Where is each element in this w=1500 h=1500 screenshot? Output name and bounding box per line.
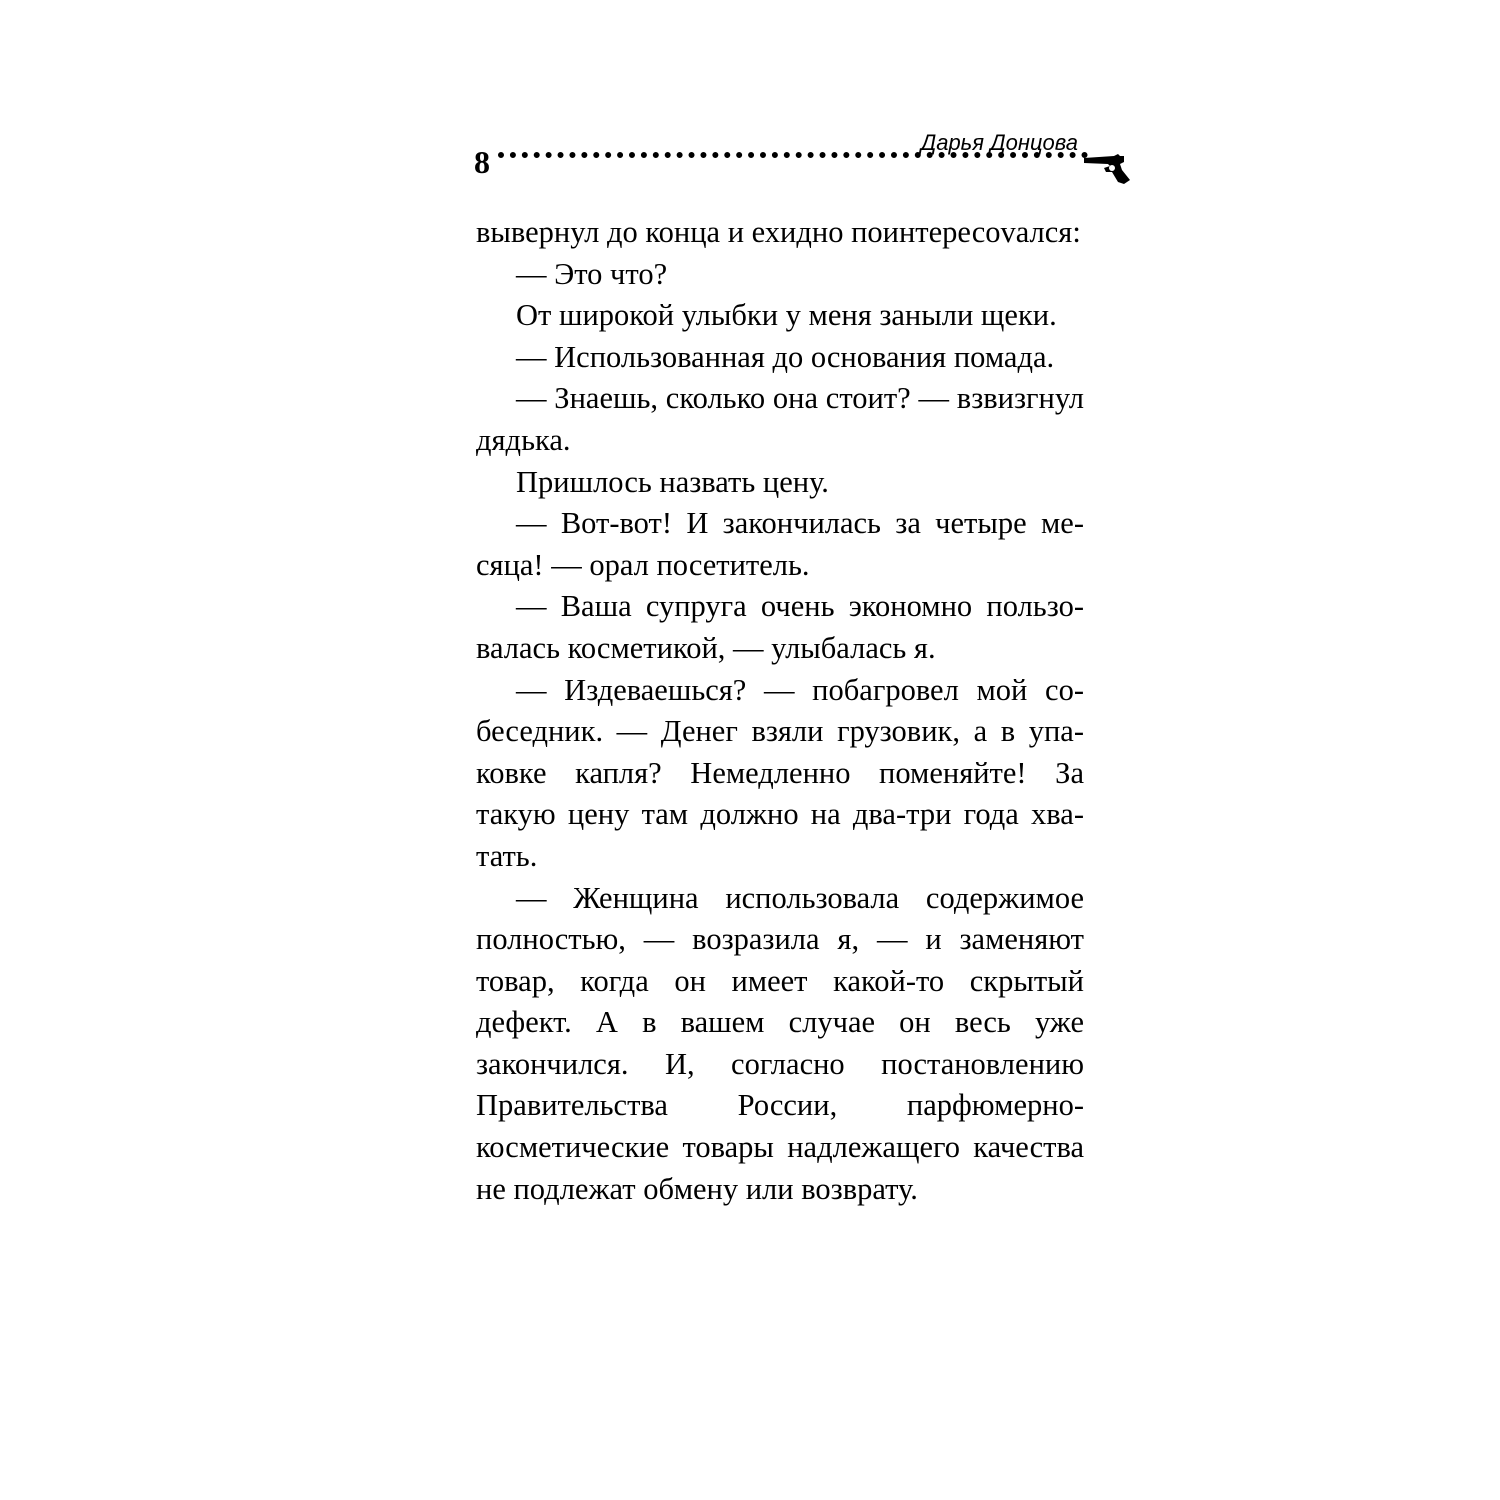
paragraph: — Использованная до основания помада. <box>516 339 1055 374</box>
paragraph: — Женщина использовала содержимое полностью, — возразила я, — и заменяют товар, когда он имеет какой-то скрытый дефект. А в вашем случае он весь уже закончился. И, согласно постановлению Правительства России, парфюмерно-косметические товары надлежащего качества не подлежат обмену или возврату. <box>476 880 1084 1206</box>
author-name: Дарья Донцова <box>920 130 1078 155</box>
paragraph: — Издеваешься? — побагровел мой собеседник. — Денег взяли грузовик, а в упаковке капля? Немедленно поменяйте! За такую цену там должно на два-три года хватать. <box>476 672 1084 873</box>
paragraph: — Знаешь, сколько она стоит? — взвизгнул дядька. <box>476 381 1084 457</box>
paragraph: вывернул до конца и ехидно поинтересоvался: <box>476 215 1081 249</box>
running-header <box>474 130 1130 190</box>
paragraph: — Это что? <box>516 256 668 291</box>
body-text <box>476 212 1084 1210</box>
paragraph: Пришлось назвать цену. <box>516 464 829 499</box>
revolver-icon <box>1084 154 1130 184</box>
page-number: 8 <box>474 144 490 180</box>
paragraph: — Ваша супруга очень экономно пользовалась косметикой, — улыбалась я. <box>476 589 1084 665</box>
paragraph: От широкой улыбки у меня заныли щеки. <box>516 298 1057 333</box>
paragraph: — Вот-вот! И закончилась за четыре месяца! — орал посетитель. <box>476 506 1084 582</box>
